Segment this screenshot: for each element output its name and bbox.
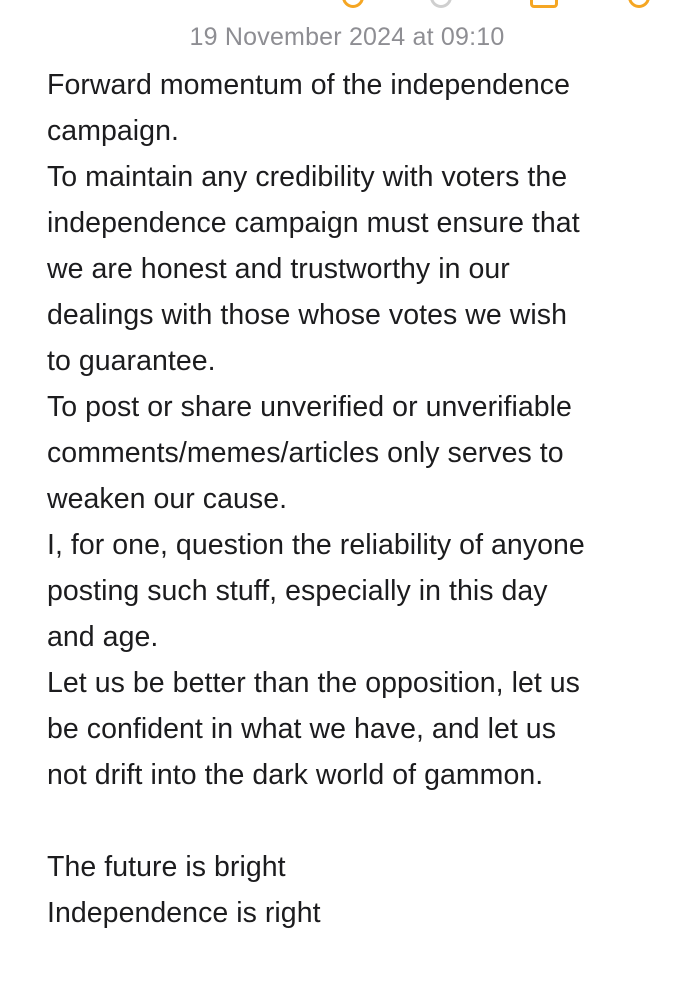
checklist-icon[interactable] (342, 0, 364, 8)
closing-line: The future is bright (47, 851, 286, 883)
note-paragraph: Forward momentum of the independence campaign. (47, 69, 571, 147)
note-body[interactable] (47, 62, 687, 936)
blank-line (47, 798, 687, 844)
note-paragraph: Let us be better than the opposition, let us be confident in what we have, and let us not drift into the dark world of gammon. (47, 667, 580, 791)
camera-icon[interactable] (430, 0, 452, 8)
note-timestamp: 19 November 2024 at 09:10 (189, 23, 505, 51)
compose-icon[interactable] (628, 0, 650, 8)
closing-line: Independence is right (47, 897, 321, 929)
note-paragraph: To maintain any credibility with voters the independence campaign must ensure that we are honest and trustworthy in our dealings with those whose votes we wish to guarantee. (47, 161, 580, 377)
markup-icon[interactable] (530, 0, 558, 8)
notes-toolbar (0, 0, 694, 12)
note-paragraph: To post or share unverified or unverifiable comments/memes/articles only serves to weaken our cause. (47, 391, 572, 515)
note-paragraph: I, for one, question the reliability of anyone posting such stuff, especially in this day and age. (47, 529, 585, 653)
